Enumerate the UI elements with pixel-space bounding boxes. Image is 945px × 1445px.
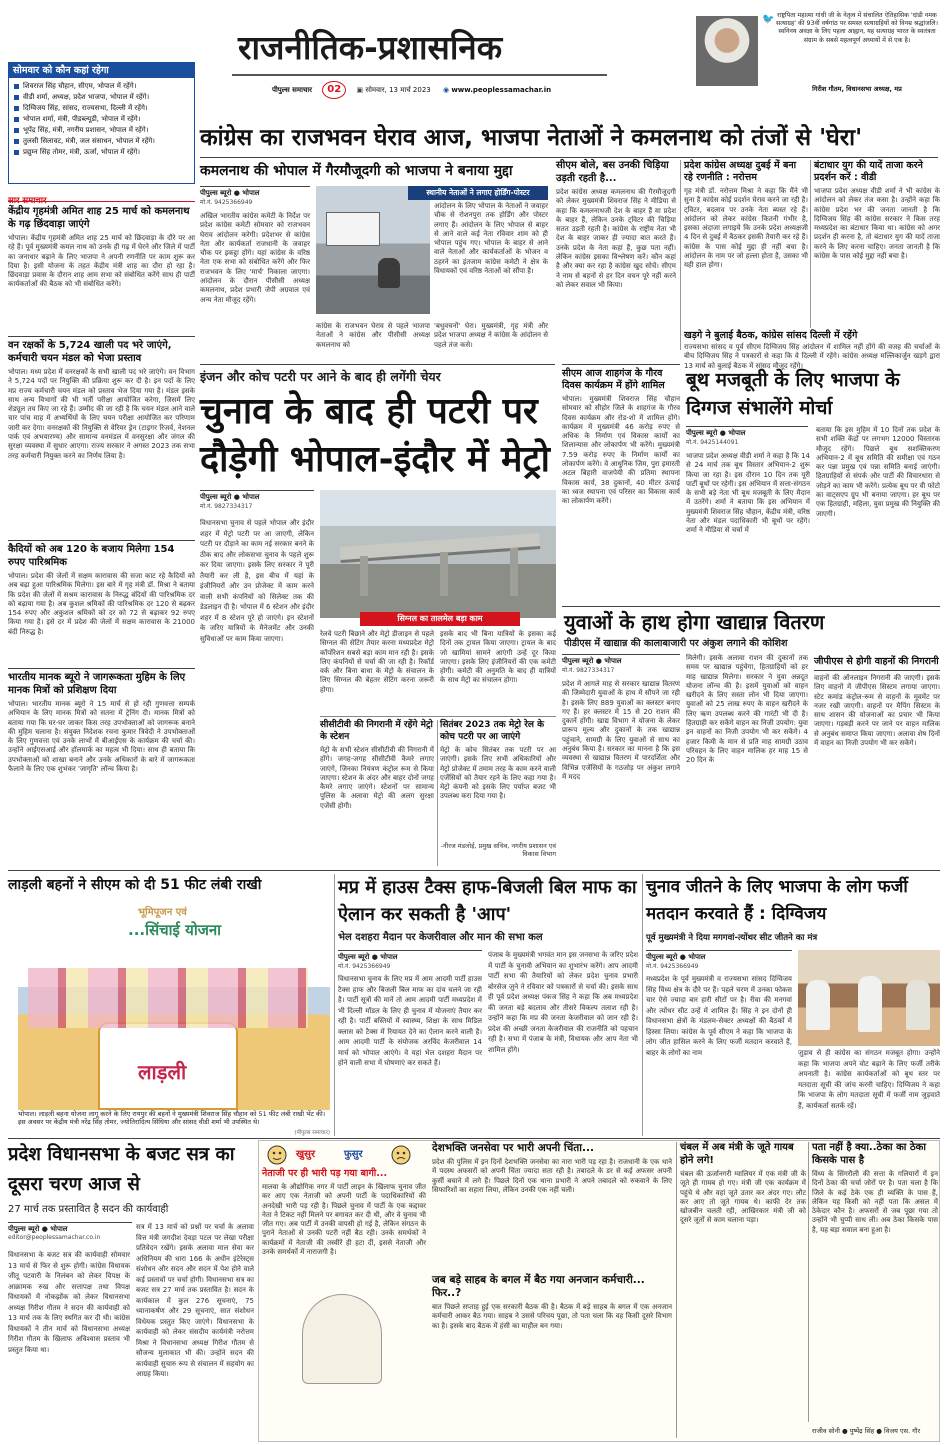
brief-body: भोपाल। केंद्रीय गृहमंत्री अमित शाह 25 मार्च को छिंदवाड़ा के दौरे पर आ रहे हैं। पूर्व मुख्यमंत्री कमल नाथ को उनके ही गढ़ में घेरने और जिले में पार्टी का जनाधार बढ़ाने के लिए भाजपा ने अपनी रणनीति पर काम शुरू कर दिया है। इसी योजना के तहत केंद्रीय मंत्री शाह का दौरा हो रहा है। छिंदवाड़ा प्रवास के दौरान शाह आम सभा को संबोधित करेंगे साथ ही पार्टी कार्यकर्ताओं की बैठक को भी संबोधित करेंगे। [8, 234, 195, 289]
kf-headline: पता नहीं है क्या..ठेका का ठेका किसके पास है [812, 1142, 926, 1166]
kf-body: मालवा के औद्योगिक नगर में पार्टी लाइन के खिलाफ चुनाव जीत कर आए एक नेताजी को अपनी पार्टी के पदाधिकारियों की अनदेखी भारी पड़ रही है। पिछले चुनाव में पार्टी के एक कद्दावर नेता ने टिकट नहीं मिलने पर बगावत कर दी थी, और वे चुनाव भी जीत गए। अब पार्टी में उनकी वापसी हो गई है, लेकिन संगठन के पुराने नेताओं से उनकी पटरी नहीं बैठ रही। उनके समर्थकों ने कार्यक्रमों में नेताजी की तस्वीरें ही हटा दीं, इससे नेताजी और उनके समर्थकों में नाराजगी है। [262, 1183, 426, 1257]
rakhi-caption: भोपाल। लाड़ली बहना योजना लागू करने के लिए रायपुर की बहनों ने मुख्यमंत्री शिवराज सिंह चौहान को 51 फीट लंबी राखी भेंट की। इस अवसर पर केंद्रीय मंत्री नरेंद्र सिंह तोमर, ज्योतिरादित्य सिंधिया और सांसद वीडी शर्मा भी उपस्थित थे। [18, 1110, 326, 1127]
page-number: 02 [322, 81, 346, 99]
booth-col1: भाजपा प्रदेश अध्यक्ष वीडी शर्मा ने कहा है कि 14 से 24 मार्च तक बूथ विस्तार अभियान-2 शुरू किया जा रहा है। इस दौरान 10 दिन तक पूरी पार्टी बूथों पर रहेगी। इस अभियान में सत्ता-संगठन के सभी बड़े नेता भी बूथ मजबूती के लिए मैदान में उतरेंगे। शर्मा ने बताया कि इस अभियान में मुख्यमंत्री शिवराज सिंह चौहान, केंद्रीय मंत्री, वरिष्ठ नेता और मंडल पदाधिकारी भी बूथों पर रहेंगे। शर्मा ने मीडिया से चर्चा में [686, 452, 810, 535]
mishra-body: गृह मंत्री डॉ. नरोत्तम मिश्रा ने कहा कि मैंने भी सुना है कांग्रेस कोई प्रदर्शन घेराव करने जा रही है। ट्विटर, बदलाव पर उनके नेता ब्यस्त रहे हैं। आंदोलन को लेकर कांग्रेस कितनी गंभीर है, इसका अंदाजा लगाइये कि उनके प्रदेश अध्यक्षजी 4 दिन से दुबई में बैठकर इसकी तैयारी कर रहे हैं। कांग्रेस के पास कोई मुद्दा ही नहीं बचा है। आंदोलन के नाम पर जो हल्ला होता है, उसका भी यही हाल होगा। [684, 187, 808, 270]
digvijay-subhead: पूर्व मुख्यमंत्री ने दिया मगगवां-त्योंथर सीट जीतने का मंत्र [646, 933, 818, 943]
metro-col3: रेलवे पटरी बिछाने और मेट्रो डीजाइन से पहले सिग्नल की सेटिंग तैयार करना मध्यप्रदेश मेट्रो कॉर्पोरेशन सबसे बड़ा काम मान रही है। इसके लिए कंपनियों से चर्चा की जा रही है। रिकॉर्ड वर्क और बिना बाधा के मेट्रो के संचालन के लिए सिग्नल की बेहतर सेटिंग करना जरूरी होगा। [320, 630, 434, 694]
budget-subhead: 27 मार्च तक प्रस्तावित है सदन की कार्यवाही [8, 1204, 169, 1215]
tweet-author: गिरीश गौतम, विधानसभा अध्यक्ष, मप्र [812, 85, 902, 93]
lead-byline: पीपुल्स ब्यूरो ● भोपाल मो.नं. 9425366949 [200, 186, 310, 210]
tweet-text: राष्ट्रपिता महात्मा गांधी जी के नेतृत्व में संचालित ऐतिहासिक 'दांडी नमक सत्याग्रह' की 93वीं वर्षगांठ पर समस्त सत्याग्रहियों को विनम्र श्रद्धांजलि। स्वनिनय अवज्ञा के लिए पहला आह्वान, यह सत्याग्रह भारत के स्वतंत्रता संग्राम के सबसे महत्वपूर्ण अध्यायों में से एक है। [776, 12, 938, 44]
ration-col2: मिलेगी। इसके अलावा राशन की दुकानों तक समय पर खाद्यान्न पहुंचेगा, हितग्राहियों को हर माह खाद्यान्न मिलेगा। सरकार ने युवा अन्नदूत योजना लॉन्च की है। इसमें युवाओं को वाहन खरीदने के लिए सस्ता लोन भी दिया जाएगा। युवाओं को 25 लाख रुपए के वाहन खरीदने के लिए ऋण उपलब्ध करने की गारंटी भी दी है। हितग्राही कर सकेंगे वाहन का निजी उपयोग: युवा इन वाहनों का निजी उपयोग भी कर सकेंगे। 4 हजार किमी के मान से प्रति माह सामग्री उठाव परिवहन के लिए वाहन मालिक हर माह 15 से 20 दिन के [686, 654, 808, 765]
digvijay-headline: चुनाव जीतने के लिए भाजपा के लोग फर्जी मतदान करवाते हैं : दिग्विजय [646, 877, 908, 924]
lead-col2: आंदोलन के लिए भोपाल के नेताओं ने जवाहर चौक से रोशनपुरा तक होर्डिंग और पोस्टर लगाए हैं। आंदोलन के लिए भोपाल से बाहर से आने वाले कई नेता रविवार शाम को ही भोपाल पहुंच गए। भोपाल के बाहर से आने वाले नेताओं और कार्यकर्ताओं के भोजन व ठहरने का इंतजाम कांग्रेस कमेटी ने क्षेत्र के विधायकों एवं वरिष्ठ नेताओं को सौंपा है। [434, 202, 548, 276]
brief-headline: वन रक्षकों के 5,724 खाली पद भरे जाएंगे, कर्मचारी चयन मंडल को भेजा प्रस्ताव [8, 340, 172, 364]
schedule-item: दिग्विजय सिंह, सांसद, राज्यसभा, दिल्ली में रहेंगे। [13, 103, 192, 114]
khusur-label: खुसुर [296, 1149, 316, 1160]
budget-byline: पीपुल्स ब्यूरो ● भोपाल editor@peoplessamachar.co.in [8, 1222, 132, 1246]
kf-body: प्रदेश की पुलिस में इन दिनों देशभक्ति जनसेवा का नारा भारी पड़ रहा है। राजधानी के एक थाने में पदस्थ अफसरों को अपनी चिंता ज्यादा सता रही है। तबादले के डर से कई अफसर अपनी कुर्सी बचाने में लगे हैं। पिछले दिनों एक थाना प्रभारी ने अपने तबादले को रुकवाने के लिए सिफारिशों का सहारा लिया, लेकिन उनकी एक नहीं चली। [432, 1158, 672, 1194]
paper-name: पीपुल्स समाचार [272, 86, 313, 94]
rakhi-headline: लाड़ली बहनों ने सीएम को दी 51 फीट लंबी राखी [8, 877, 262, 893]
banner-text: भूमिपूजन एवं [138, 907, 187, 918]
lead-subhead: कमलनाथ की भोपाल में गैरमौजूदगी को भाजपा ने बनाया मुद्दा [200, 163, 513, 179]
kf-story5 [812, 1142, 938, 1424]
aap-col1: विधानसभा चुनाव के लिए मप्र में आम आदमी पार्टी हाउस टैक्स हाफ और बिजली बिल माफ का दांव चलने जा रही है। पार्टी सूत्रों की मानें तो आम आदमी पार्टी मध्यप्रदेश में भी दिल्ली मॉडल के लिए ही चुनाव में योजनाएं तैयार कर रही है। पार्टी बस्तियों में स्वास्थ्य, शिक्षा के साथ मिडिल क्लास को टैक्स में रियायत देने का ऐलान करने वाली है। आम आदमी पार्टी के संयोजक अरविंद केजरीवाल 14 मार्च को भोपाल आएंगे। वे यहां भेल दशहरा मैदान पर होने वाली सभा में घोषणाएं कर सकते हैं। [338, 975, 482, 1067]
booth-col2: बताया कि इस मुहिम में 10 दिनों तक प्रदेश के सभी शक्ति केंद्रों पर लगभग 12000 विस्तारक मौजूद रहेंगे। पिछले बूथ सशक्तिकरण अभियान-2 में बूथ समिति की समीक्षा एवं गठन कर पन्ना प्रमुख एवं पन्ना समिति बनाई जाएंगी। हितग्राहियों से संपर्क और पार्टी की विचारधारा से जोड़ने का काम भी करेंगे। प्रत्येक बूथ पर वी फोटो का वाट्सएप ग्रुप भी बनाया जाएगा। हर बूथ पर एक हितग्राही, महिला, युवा प्रमुख की नियुक्ति की जाएगी। [816, 426, 940, 518]
cctv-box [320, 720, 434, 870]
lead-photo-caption: स्थानीय नेताओं ने लगाए होर्डिंग-पोस्टर [408, 186, 548, 200]
banner-text-2: ...सिंचाई योजना [128, 921, 222, 939]
cm-story [556, 160, 676, 348]
kf-story2 [432, 1142, 672, 1272]
lead-col3: कांग्रेस के राजभवन घेराव से पहले भाजपा नेताओं ने कांग्रेस और पीसीसी अध्यक्ष कमलनाथ को [316, 322, 430, 349]
cctv-body: मेट्रो के सभी स्टेशन सीसीटीवी की निगरानी में होंगे। जगह-जगह सीसीटीवी कैमरे लगाए जाएंगे, जिनका नियंत्रण कंट्रोल रूम से किया जाएगा। स्टेशन के अंदर और बाहर दोनों जगह कैमरे लगाए जाएंगे। स्टेशनों पर सामान्य पुलिस के अलावा मेट्रो की अलग सुरक्षा एजेंसी होगी। [320, 746, 434, 810]
kf-headline: चंबल में अब मंत्री के जूते गायब होने लगे! [680, 1142, 794, 1166]
rakhi-photo [18, 898, 330, 1110]
schedule-item: प्रद्युम्न सिंह तोमर, मंत्री, ऊर्जा, भोपाल में रहेंगे। [13, 147, 192, 158]
digvijay-photo [798, 950, 940, 1046]
booth-byline: पीपुल्स ब्यूरो ● भोपाल मो.नं. 9425144091 [686, 426, 808, 450]
brief-bis [8, 672, 195, 824]
schedule-item: भूपेंद्र सिंह, मंत्री, नगरीय प्रशासन, भोपाल में रहेंगे। [13, 125, 192, 136]
cctv-headline: सीसीटीवी की निगरानी में रहेंगे मेट्रो के स्टेशन [320, 720, 433, 742]
tweet-author-photo [696, 16, 758, 86]
website-link[interactable]: www.peoplessamachar.in [451, 86, 552, 94]
kf-body: विंध्य के सिंगरौली की सत्ता के गलियारों में इन दिनों ठेका की चर्चा जोरों पर है। पता चला है कि जिले के कई ठेके एक ही व्यक्ति के पास हैं, लेकिन यह किसी को नहीं पता कि असल में ठेकेदार कौन है। अफसरों से जब पूछा गया तो उन्होंने भी चुप्पी साध ली। अब ठेका किसके पास है, यह बड़ा सवाल बना हुआ है। [812, 1170, 938, 1234]
lead-headline: कांग्रेस का राजभवन घेराव आज, भाजपा नेताओं ने कमलनाथ को तंजों से 'घेरा' [200, 125, 863, 151]
khusur-logo [262, 1144, 422, 1166]
sept-box [440, 720, 556, 870]
metro-byline: पीपुल्स ब्यूरो ● भोपाल मो.नं. 9827334317 [200, 490, 314, 516]
metro-col1: विधानसभा चुनाव से पहले भोपाल और इंदौर शहर में मेट्रो पटरी पर आ जाएगी, लेकिन पटरी पर दौड़ाने का काम नई सरकार बनने के ठीक बाद और लोकसभा चुनाव के पहले शुरू कर दिया जाएगा। इसके लिए सरकार ने पूरी तैयारी कर ली है, इस बीच में यहां के इंजीनियरों और उन प्रोजेक्ट में काम करने वाली सभी कंपनियों को सिलेक्ट तक की डेडलाइन दी है। भोपाल में 6 स्टेशन और इंदौर शहर में 8 स्टेशन पूरे हो जाएंगे। इन स्टेशनों के जरिए यात्रियों के मैनेजमेंट और उनकी सुविधाओं पर काम किया जाएगा। [200, 519, 314, 643]
aap-byline: पीपुल्स ब्यूरो ● भोपाल मो.नं. 9425366949 [338, 950, 482, 972]
mishra-headline: प्रदेश कांग्रेस अध्यक्ष दुबई में बना रहे रणनीति : नरोत्तम [684, 160, 797, 183]
metro-col4: इसके बाद भी बिना यात्रियों के इसका कई दिनों तक ट्रायल किया जाएगा। ट्रायल के बाद जो खामियां सामने आएंगी उन्हें दूर किया जाएगा। इसके लिए इंजीनियरों की एक कमेटी होगी। कमेटी की अनुमति के बाद ही यात्रियों के साथ मेट्रो का संचालन होगा। [440, 630, 556, 685]
metro-kicker: इंजन और कोच पटरी पर आने के बाद ही लगेंगी चेयर [200, 369, 441, 384]
scooter-rider [378, 258, 400, 288]
schedule-item: शिवराज सिंह चौहान, सीएम, भोपाल में रहेंगे। [13, 81, 192, 92]
cm-body: प्रदेश कांग्रेस अध्यक्ष कमलनाथ की गैरमौजूदगी को लेकर मुख्यमंत्री शिवराज सिंह ने मीडिया से कहा कि कमलनाथजी देश के बाहर हैं या प्रदेश के बाहर हैं, लेकिन उनके ट्विटर की चिड़िया सतत उड़ती रहती है। कांग्रेस के राष्ट्रीय नेता भी देश के बाहर जाकर ही ज्यादा बात करते हैं। उनके प्रदेश के नेता कहां हैं, कुछ पता नहीं। लेकिन कांग्रेस इसका विश्लेषण करें। कौन कहां है और क्या कर रहा है कांग्रेस खुद सोचें। सीएम ने नाम से बहनों से हर दिन वचन पूरे नहीं करने को लेकर सवाल भी किया। [556, 188, 676, 289]
shahganj-body: भोपाल। मुख्यमंत्री शिवराज सिंह चौहान सोमवार को सीहोर जिले के शाहगंज के गौरव दिवस कार्यक्रम और रोड-शो में शामिल होंगे। कार्यक्रम में मुख्यमंत्री 46 करोड़ रुपए से अधिक के निर्माण एवं विकास कार्यों का शिलान्यास और लोकार्पण भी करेंगे। मुख्यमंत्री 7.59 करोड़ रुपए के निर्माण कार्यों का लोकार्पण करेंगे। वे आधुनिक जिम, पुरा इमारती अटल बिहारी वाजपेयी की प्रतिमा स्थापना विकास कार्य, 38 दुकानों, 40 मीटर ऊंचाई का ध्वज स्थापना एवं परिसर का विकास कार्य का लोकार्पण करेंगे। [562, 395, 680, 506]
schedule-item: वीडी शर्मा, अध्यक्ष, प्रदेश भाजपा, भोपाल में रहेंगे। [13, 92, 192, 103]
metro-photo [320, 490, 556, 618]
tweet-box [762, 12, 940, 94]
brief-headline: केंद्रीय गृहमंत्री अमित शाह 25 मार्च को कमलनाथ के गढ़ छिंदवाड़ा जाएंगे [8, 206, 190, 230]
kf-story3 [432, 1274, 672, 1438]
lead-photo [316, 186, 430, 314]
kf-story1 [262, 1168, 426, 1438]
lead-col1: अखिल भारतीय कांग्रेस कमेटी के निर्देश पर प्रदेश कांग्रेस कमेटी सोमवार को राजभवन घेराव आंदोलन करेगी। प्रदेशभर से कांग्रेस नेता और कार्यकर्ता राजधानी के जवाहर चौक पर इकट्ठा होंगे। यहां कांग्रेस के वरिष्ठ नेता एक सभा को संबोधित करेंगे और फिर राजभवन के लिए 'मार्च' निकाला जाएगा। आंदोलन के दौरान पीसीसी अध्यक्ष कमलनाथ, प्रदेश प्रभारी जेपी अग्रवाल एवं अन्य नेता मौजूद रहेंगे। [200, 212, 310, 304]
brief-amit-shah [8, 206, 195, 336]
fusur-label: फुसुर [344, 1149, 363, 1160]
date-icon: ▣ [356, 86, 364, 94]
whisper-face-icon [386, 1144, 416, 1166]
budget-headline: प्रदेश विधानसभा के बजट सत्र का दूसरा चरण आज से [8, 1144, 235, 1195]
web-icon: ◉ [442, 86, 450, 94]
section-title: राजनीतिक-प्रशासनिक [238, 28, 503, 67]
sept-quote: -नीरज मंडलोई, प्रमुख सचिव, नगरीय प्रशासन एवं विकास विभाग [440, 842, 556, 858]
ration-byline: पीपुल्स ब्यूरो ● भोपाल मो.नं. 9827334317 [562, 654, 680, 678]
stage-logo: लाड़ली [138, 1060, 187, 1084]
schedule-box [8, 62, 195, 184]
vd-body: भाजपा प्रदेश अध्यक्ष वीडी शर्मा ने भी कांग्रेस के आंदोलन को लेकर तंज कसा है। उन्होंने कहा कि कांग्रेस प्रदेश भर की जनता जानती है कि दिग्विजय सिंह की कांग्रेस सरकार ने किस तरह मध्यप्रदेश का बंटाधार किया था। कांग्रेस को अगर प्रदर्शन ही करना है, तो बंटाधार युग की यादें ताजा करने के लिए करना चाहिए। जनता जानती है कि कांग्रेस के पास कोई मुद्दा नहीं बचा है। [814, 187, 940, 261]
whisper-face-icon [262, 1144, 292, 1166]
brief-prisoners [8, 544, 195, 668]
gps-headline: जीपीएस से होगी वाहनों की निगरानी [814, 656, 940, 671]
metro-photo-caption: सिग्नल का तालमेल बड़ा काम [360, 612, 520, 626]
cartoon-figure [302, 1294, 382, 1384]
digvijay-col2: जुड़ाव से ही कांग्रेस का संगठन मजबूत होगा। उन्होंने कहा कि भाजपा अपने वोट बढ़ाने के लिए फर्जी तरीके अपनाती है। कांग्रेस कार्यकर्ताओं को बूथ स्तर पर मतदाता सूची की जांच करनी चाहिए। दिग्विजय ने कहा कि भाजपा के लोग मतदाता सूची में फर्जी नाम जुड़वाते हैं, कार्यकर्ता सतर्क रहें। [798, 1049, 940, 1110]
rakhi-credit: (पीपुल्स समाचार) [294, 1130, 330, 1136]
schedule-title: सोमवार को कौन कहां रहेगा [9, 63, 194, 78]
masthead [232, 26, 607, 100]
poster-board [326, 212, 380, 246]
aap-col2: पंजाब के मुख्यमंत्री भगवंत मान इस जनसभा के जरिए प्रदेश में पार्टी के चुनावी अभियान का शुभारंभ करेंगे। आप आदमी पार्टी सभा की तैयारियों को लेकर प्रदेश चुनाव प्रभारी बोरसेज जुने ने रविवार को पत्रकारों से चर्चा की। इसके साथ ही पूर्व प्रदेश अध्यक्ष पंकज सिंह ने कहा कि अब मध्यप्रदेश की जनता बड़े बदलाव और तीसरे विकल्प तलाश रही है। उन्होंने कहा कि मप्र की जनता केजरीवाल को जान रही है। प्रदेश की अच्छी जनता केजरीवाल की राजनीति को पहचान रही है। सभा में पंजाब के मंत्री, विधायक और आप नेता भी शामिल होंगे। [488, 951, 638, 1054]
ration-col1: प्रदेश में आगले माह से सरकार खाद्यान्न वितरण की जिम्मेदारी युवाओं के हाथ में सौंपने जा रही है। इसके लिए 889 युवाओं का क्लस्टर बनाए गए हैं। हर क्लस्टर में 15 से 20 राशन की दुकानें होंगी। खाद्य विभाग ने योजना के लेकर प्रारूप मूल्य और दुकानों के तक खाद्यान्न पहुंचाने, सामग्री के लिए युवाओं से साथ का अनुबंध किया है। सरकार का मानना है कि इस व्यवस्था से खाद्यान्न वितरण में पारदर्शिता और विभिन्न एजेंसियों के गठजोड़ पर अंकुश लगाने में मदद [562, 680, 680, 781]
gps-box [814, 656, 940, 866]
budget-col1: विधानसभा के बजट सत्र की कार्यवाही सोमवार 13 मार्च से फिर से शुरू होगी। कांग्रेस विधायक जीतू पटवारी के निलंबन को लेकर विपक्ष के आक्रामक रुख और सत्तापक्ष तथा विपक्ष विधायकों में नोकझोंक को लेकर विधानसभा अध्यक्ष गिरीश गौतम ने सदन की कार्यवाही को 13 मार्च तक के लिए स्थगित कर दी थी। कांग्रेस विधायकों ने तीन मार्च को विधानसभा अध्यक्ष गिरीश गौतम के खिलाफ अविश्वास प्रस्ताव भी प्रस्तुत किया था। [8, 1251, 130, 1354]
brief-forest-guards [8, 340, 195, 530]
kf-body: बात पिछले सप्ताह हुई एक सरकारी बैठक की है। बैठक में बड़े साहब के बगल में एक अनजान कर्मचारी आकर बैठ गया। साहब ने उससे परिचय पूछा, तो पता चला कि वह किसी दूसरे विभाग का है। इसके बाद बैठक में हंसी का माहौल बन गया। [432, 1303, 672, 1330]
kf-headline: नेताजी पर ही भारी पड़ गया बागी... [262, 1168, 388, 1179]
kf-credit: राजीव सोनी ● पुष्पेंद्र सिंह ● विजय एस. गौर [812, 1427, 921, 1435]
kharge-story [684, 330, 940, 370]
aap-headline: मप्र में हाउस टैक्स हाफ-बिजली बिल माफ का ऐलान कर सकती है 'आप' [338, 877, 637, 925]
date: सोमवार, 13 मार्च 2023 [365, 86, 431, 94]
ration-headline: युवाओं के हाथ होगा खाद्यान्न वितरण [564, 610, 825, 634]
mishra-story [684, 160, 808, 328]
aap-subhead: भेल दशहरा मैदान पर केजरीवाल और मान की सभा कल [338, 932, 543, 943]
brief-body: भोपाल। मध्य प्रदेश में वनरक्षकों के सभी खाली पद भरे जाएंगे। वन विभाग ने 5,724 पदों पर नियुक्ति की प्रक्रिया शुरू कर दी है। इन पदों के लिए मप्र राज्य कर्मचारी चयन मंडल को प्रस्ताव भेज दिया गया है। मंडल इसके साथ अन्य विभागों की भी भर्ती परीक्षा आयोजित करेगा, जिसमें लिए शेड्यूल तय किए जा रहे हैं। उम्मीद की जा रही है कि चयन मंडल आने वाले चार पांच माह में अभ्यर्थियों के लिए चयन परीक्षा आयोजित कर परिणाम जारी कर देगा। वनरक्षकों की नियुक्ति से वेरियर ड्रेन (टाइगर रिजर्व, नेशनल पार्क एवं अभयारण्य) और सामान्य वनमंडल में वनसुरक्षा और जंगल की सुरक्षा व्यवस्था में सुधार आएगा। राज्य सरकार ने अगस्त 2023 तक सभा तरह कर्मचारी नियुक्त करने का निर्णय लिया है। [8, 368, 195, 460]
vd-headline: बंटाधार युग की यादें ताजा करने प्रदर्शन करें : वीडी [814, 160, 923, 183]
schedule-item: भोपाल शर्मा, मंत्री, पीडब्ल्यूडी, भोपाल में रहेंगे। [13, 114, 192, 125]
shahganj-story [562, 364, 680, 606]
vd-story [814, 160, 940, 328]
kf-story4 [680, 1142, 806, 1438]
brief-headline: भारतीय मानक ब्यूरो ने जागरूकता मुहिम के लिए मानक मित्रों को प्रशिक्षण दिया [8, 672, 186, 696]
kf-headline: देशभक्ति जनसेवा पर भारी अपनी चिंता... [432, 1142, 594, 1154]
budget-col2: सत्र में 13 मार्च को प्रश्नों पर चर्चा के अलावा वित्त मंत्री जगदीश देवड़ा पटल पर लेखा परीक्षा प्रतिवेदन रखेंगे। इसके अलावा माल सेवा कर अधिनियम की धारा 166 के अधीन इंटेरेस्ट्स संशोधन और सदन और सदन में पेश होने वाले कई प्रस्तावों पर चर्चा होगी। विधानसभा सत्र का बजट सत्र 27 मार्च तक प्रस्तावित है। सदन के कार्यकाल में कुल 276 सूचनाएं, 75 ध्यानाकर्षण और 29 सूचनाएं, सात संशोधन विधेयक प्रस्तुत किए जाएंगे। विधानसभा के कार्यवाही को लेकर संसदीय कार्यमंत्री नरोत्तम मिश्रा ने विधानसभा अध्यक्ष गिरीश गौतम से सौजन्य मुलाकात भी की। उन्होंने सदन की कार्यवाही सुचारु रूप से संचालन में सहयोग का आग्रह किया। [136, 1223, 254, 1378]
summary-label: सार समाचार [8, 188, 195, 202]
schedule-item: तुलसी सिलावट, मंत्री, जल संसाधन, भोपाल में रहेंगे। [13, 136, 192, 147]
brief-headline: कैदियों को अब 120 के बजाय मिलेगा 154 रुपए पारिश्रमिक [8, 544, 175, 568]
metro-headline: चुनाव के बाद ही पटरी पर दौड़ेगी भोपाल-इंदौर में मेट्रो [200, 391, 551, 480]
cm-headline: सीएम बोले, बस उनकी चिड़िया उड़ती रहती है... [556, 160, 669, 184]
digvijay-byline: पीपुल्स ब्यूरो ● भोपाल मो.नं. 9425366949 [646, 950, 792, 972]
brief-body: भोपाल। भारतीय मानक ब्यूरो ने 15 मार्च से हो रही गुणवत्ता सम्पर्क अभियान के लिए मानक मित्रों को सतना में ट्रेनिंग दी। मानक मित्रों को बताया गया कि घर-घर जाकर किस तरह उपभोक्ताओं को जागरूक बनाने की मुहिम चलाना है। संयुक्त निदेशक रचना कुमार त्रिवेदी ने उपभोक्ताओं के लिए गुणवत्ता एवं उनके लाभों में बीआईएस के कार्यक्रम की चर्चा की। उन्होंने आईएसआई और हॉलमार्क का महत्व भी दिया। साथ ही बताया कि उपभोक्ताओं को शाखा बनाने और उनके अधिकारों के बारे में जागरूकता फैलाने के लिए एक शुभंकर 'जागृति' लॉन्च किया है। [8, 700, 195, 774]
kf-headline: जब बड़े साहब के बगल में बैठ गया अनजान कर्मचारी... फिर..? [432, 1274, 645, 1299]
lead-col4: 'बधुवचनों' घेरा। मुख्यमंत्री, गृह मंत्री और प्रदेश भाजपा अध्यक्ष ने कांग्रेस के आंदोलन से पहले तंज कसे। [434, 322, 548, 349]
kf-body: चंबल की ऊर्जानगरी ग्वालियर में एक मंत्री जी के जूते ही गायब हो गए। मंत्री जी एक कार्यक्रम में पहुंचे थे और वहां जूते उतार कर अंदर गए। लौट कर आए तो जूते गायब थे। काफी देर तक खोजबीन चलती रही, आखिरकार मंत्री जी को दूसरे जूतों से काम चलाना पड़ा। [680, 1170, 806, 1225]
booth-headline: बूथ मजबूती के लिए भाजपा के दिग्गज संभालेंगे मोर्चा [686, 369, 900, 419]
gps-body: वाहनों की ऑनलाइन निगरानी की जाएगी। इसके लिए वाहनों में जीपीएस सिस्टम लगाया जाएगा। स्टेट कमांड कंट्रोल-रूम से वाहनों के मूवमेंट पर नजर रखी जाएगी। वाहनों पर मैपिंग सिस्टम के साथ शासन की योजनाओं का प्रचार भी किया जाएगा। गड़बड़ी करने पर जाने पर वाहन मालिक से अनुबंध समाप्त किया जाएगा। अलावा शेष दिनों में वाहन का निजी उपयोग भी कर सकेंगे। [814, 674, 940, 748]
brief-body: भोपाल। प्रदेश की जेलों में सक्षम कारावास की सजा काट रहे कैदियों को अब बढ़ा हुआ पारिश्रमिक मिलेगा। इस बारे में गृह मंत्री डॉ. मिश्रा ने बताया कि प्रदेश की जेलों में सश्रम कारावास के निरुद्ध बंदियों की पारिश्रमिक दर को बढ़ाया गया है। अब कुशल श्रमिकों की पारिश्रमिक दर 120 से बढ़कर 154 रुपए और अकुशल श्रमिकों को दर को 72 से बढ़ाकर 92 रुपए किया गया है। इसे दर में प्रदेश की जेलों में सक्षम कारावास के 21000 बंदी निरुद्ध है। [8, 572, 195, 636]
digvijay-col1: मध्यप्रदेश के पूर्व मुख्यमंत्री व राज्यसभा सांसद दिग्विजय सिंह विंध्य क्षेत्र के दौरे पर हैं। पहले चरण में उनका फोकस चार ऐसे ज्यादा बार हारी सीटों पर है। रीवा की मनगवां और त्योंथर सीट उन्हें में शामिल हैं। सिंह ने इन दोनों ही विधानसभा क्षेत्रों के मंडलम-सेक्टर अध्यक्षों की बैठकों में हिस्सा लिया। कांग्रेस के पूर्व सीएम ने कहा कि भाजपा के लोग जीत हासिल करने के लिए फर्जी मतदान करवाते हैं, बाहर के लोगों का नाम [646, 975, 792, 1057]
shahganj-headline: सीएम आज शाहगंज के गौरव दिवस कार्यक्रम में होंगे शामिल [562, 364, 680, 392]
ration-subhead: पीडीएस में खाद्यान्न की कालाबाजारी पर अंकुश लगाने की कोशिश [564, 638, 788, 649]
twitter-icon: 🐦 [762, 14, 775, 25]
sept-headline: सितंबर 2023 तक मेट्रो रेल के कोच पटरी पर आ जाएंगे [440, 720, 545, 742]
sept-body: मेट्रो के कोच सितंबर तक पटरी पर आ जाएंगी। इसके लिए सभी अधिकारियों और मेट्रो प्रोजेक्ट में तमाम तरह के काम करने वाली एजेंसियों को तैयार रहने के लिए कहा गया है। मेट्रो कंपनी को इसके लिए पर्याप्त बजट भी उपलब्ध करा दिया गया है। [440, 746, 556, 801]
kharge-body: राज्यसभा सांसद व पूर्व सीएम दिग्विजय सिंह आंदोलन में शामिल नहीं होंगे की वजह की चर्चाओं के बीच दिग्विजय सिंह ने पत्रकारों से कहा कि वे दिल्ली में रहेंगे। कांग्रेस अध्यक्ष मल्लिकार्जुन खड़गे द्वारा 13 मार्च को बुलाई बैठक में सांसद मौजूद रहेंगे। [684, 343, 940, 370]
kharge-headline: खड़गे ने बुलाई बैठक, कांग्रेस सांसद दिल्ली में रहेंगे [684, 330, 858, 341]
